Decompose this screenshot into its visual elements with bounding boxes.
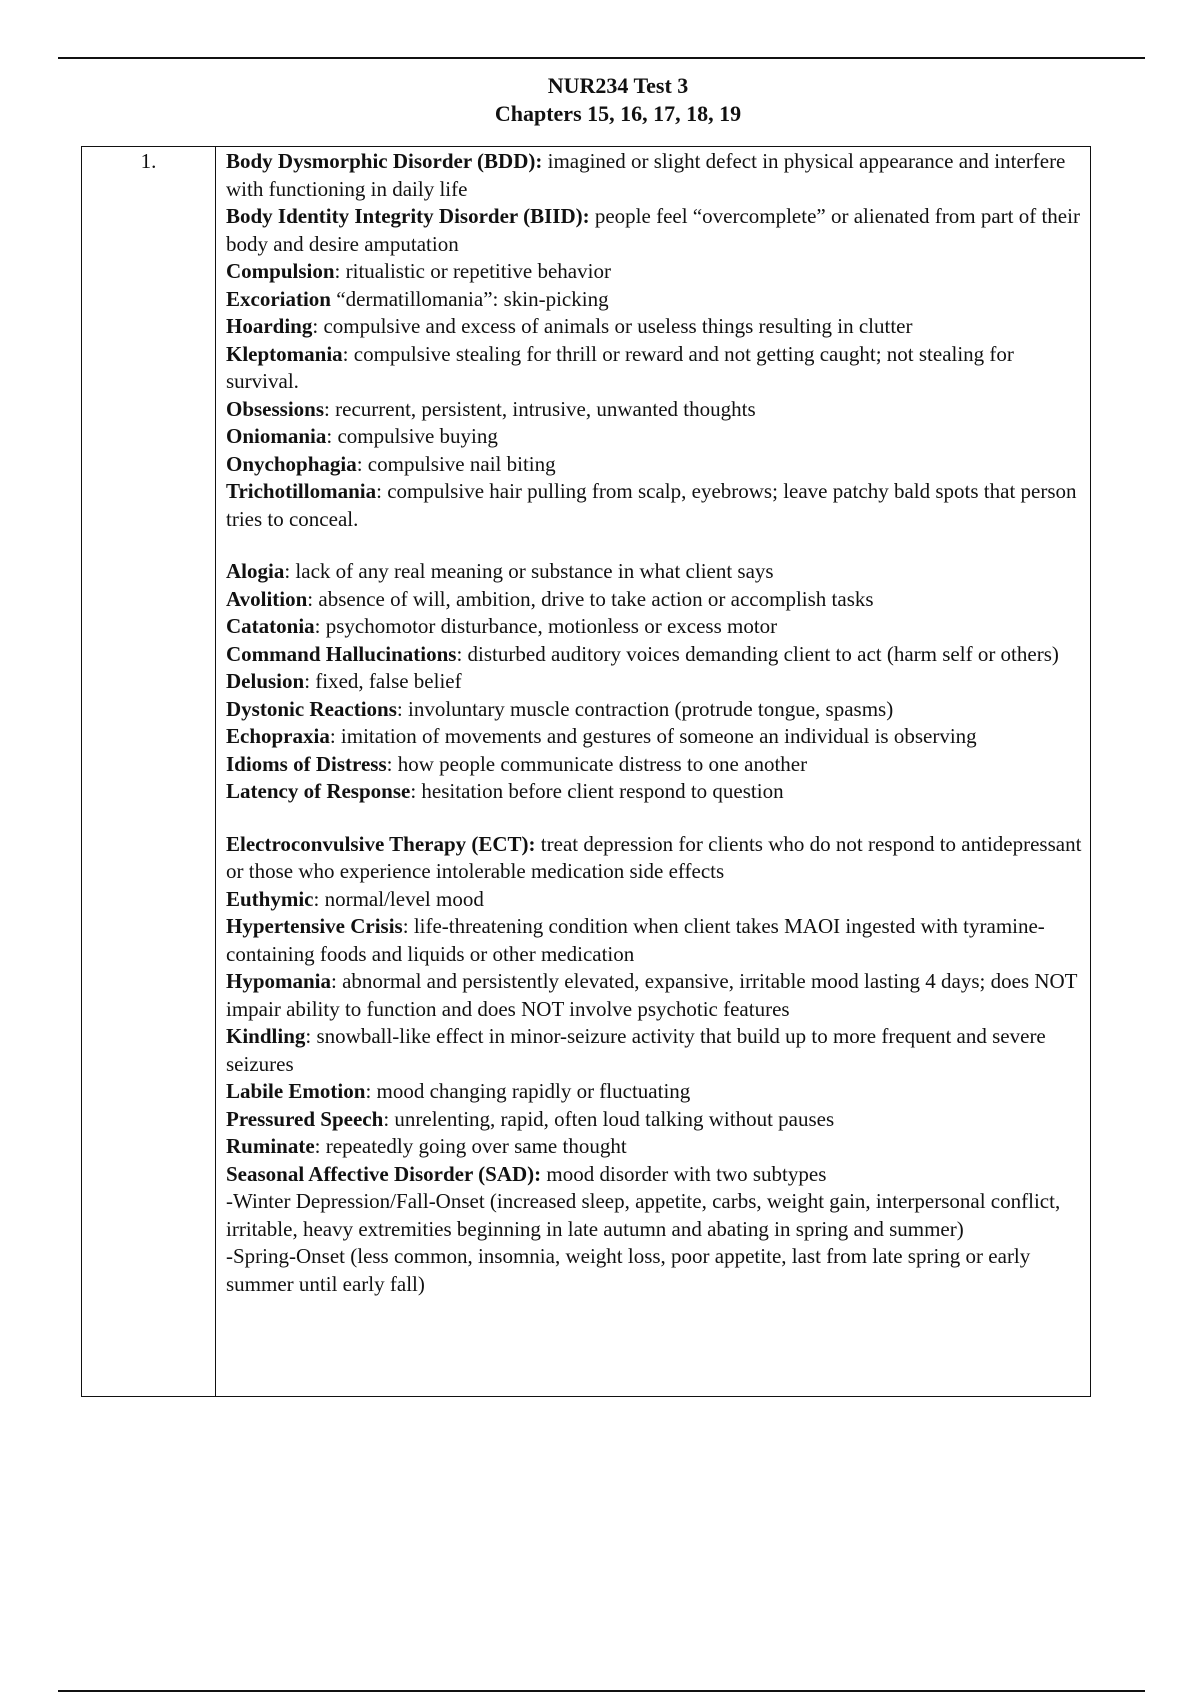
- definition-text: : abnormal and persistently elevated, expansive, irritable mood lasting 4 days; does NOT impair ability to function and does NOT involve psychotic features: [226, 969, 1078, 1021]
- definition-entry: [226, 558, 1082, 586]
- definition-entry: [226, 341, 1082, 396]
- definition-entry: [226, 886, 1082, 914]
- definition-entry: [226, 613, 1082, 641]
- definition-term: Electroconvulsive Therapy (ECT):: [226, 831, 536, 856]
- definition-term: Obsessions: [226, 396, 325, 421]
- definition-group: [226, 558, 1082, 806]
- definition-text: : hesitation before client respond to question: [410, 779, 784, 803]
- definition-text: : absence of will, ambition, drive to take action or accomplish tasks: [307, 586, 874, 611]
- definition-term: Command Hallucinations: [226, 641, 457, 666]
- definition-text: : psychomotor disturbance, motionless or excess motor: [314, 614, 778, 638]
- definition-term: Kleptomania: [226, 341, 343, 366]
- definition-entry: [226, 1106, 1082, 1134]
- definitions-table: [81, 146, 1091, 1397]
- definition-entry: [226, 286, 1082, 314]
- definition-entry: [226, 913, 1082, 968]
- definition-term: Compulsion: [226, 259, 335, 283]
- definition-text: : how people communicate distress to one another: [386, 751, 808, 776]
- definition-term: Excoriation: [226, 286, 331, 311]
- definition-text: : unrelenting, rapid, often loud talking without pauses: [383, 1106, 835, 1131]
- definition-term: Oniomania: [226, 424, 327, 448]
- header-rule: [58, 57, 1145, 59]
- definition-term: Pressured Speech: [226, 1106, 384, 1131]
- definition-text: : life-threatening condition when client takes MAOI ingested with tyramine-containing foods and liquids or other medication: [226, 914, 1045, 966]
- definition-term: Hypertensive Crisis: [226, 914, 403, 938]
- definition-entry: [226, 1078, 1082, 1106]
- definition-text: : involuntary muscle contraction (protrude tongue, spasms): [396, 696, 894, 721]
- definition-entry: [226, 778, 1082, 806]
- definition-entry: [226, 831, 1082, 886]
- definition-text: : ritualistic or repetitive behavior: [334, 259, 611, 283]
- definition-text: : lack of any real meaning or substance in what client says: [284, 559, 774, 583]
- definition-term: Labile Emotion: [226, 1079, 366, 1103]
- definition-term: Latency of Response: [226, 779, 411, 803]
- definition-text: treat depression for clients who do not respond to antidepressant or those who experience intolerable medication side effects: [226, 831, 1082, 883]
- definition-term: Body Dysmorphic Disorder (BDD):: [226, 149, 543, 173]
- definition-term: Catatonia: [226, 614, 315, 638]
- document-title: NUR234 Test 3: [547, 73, 689, 98]
- definition-text: : compulsive and excess of animals or useless things resulting in clutter: [312, 314, 913, 338]
- definition-term: Euthymic: [226, 886, 314, 911]
- definition-text: : disturbed auditory voices demanding client to act (harm self or others): [456, 641, 1059, 666]
- definition-entry: [226, 696, 1082, 724]
- definition-group: [226, 148, 1082, 533]
- definition-entry: [226, 203, 1082, 258]
- definition-term: Body Identity Integrity Disorder (BIID):: [226, 204, 590, 228]
- definition-term: Idioms of Distress: [226, 751, 387, 776]
- definition-group: [226, 831, 1082, 1299]
- definition-text: : compulsive buying: [326, 424, 498, 448]
- definition-entry: [226, 1023, 1082, 1078]
- definitions-cell: [216, 147, 1091, 1397]
- table-row: [82, 147, 1091, 1397]
- definition-text: -Winter Depression/Fall-Onset (increased sleep, appetite, carbs, weight gain, interpersonal conflict, irritable, heavy extremities beginning in late autumn and abating in spring and summer): [226, 1189, 1061, 1241]
- definition-text: : repeatedly going over same thought: [314, 1134, 627, 1158]
- definition-entry: [226, 723, 1082, 751]
- definition-entry: [226, 396, 1082, 424]
- definition-text: : fixed, false belief: [304, 669, 462, 693]
- definition-term: Ruminate: [226, 1134, 315, 1158]
- definition-term: Dystonic Reactions: [226, 696, 397, 721]
- definition-term: Onychophagia: [226, 451, 357, 476]
- definition-term: Kindling: [226, 1024, 306, 1048]
- definition-term: Trichotillomania: [226, 479, 377, 503]
- definition-entry: [226, 1161, 1082, 1189]
- definition-text: : compulsive hair pulling from scalp, eyebrows; leave patchy bald spots that person tries to conceal.: [226, 479, 1077, 531]
- definition-entry: [226, 451, 1082, 479]
- definition-text: -Spring-Onset (less common, insomnia, weight loss, poor appetite, last from late spring or early summer until early fall): [226, 1244, 1031, 1296]
- definition-term: Hoarding: [226, 314, 313, 338]
- definition-entry: [226, 478, 1082, 533]
- footer-rule: [58, 1690, 1145, 1692]
- group-spacer: [226, 533, 1082, 558]
- definition-entry: [226, 751, 1082, 779]
- definition-entry: [226, 1243, 1082, 1298]
- definition-entry: [226, 968, 1082, 1023]
- definition-text: : imitation of movements and gestures of someone an individual is observing: [329, 724, 977, 748]
- definition-text: imagined or slight defect in physical appearance and interfere with functioning in daily life: [226, 149, 1066, 201]
- definition-entry: [226, 258, 1082, 286]
- document-subtitle: Chapters 15, 16, 17, 18, 19: [494, 101, 742, 126]
- definition-entry: [226, 641, 1082, 669]
- definition-text: people feel “overcomplete” or alienated from part of their body and desire amputation: [226, 204, 1080, 256]
- group-spacer: [226, 806, 1082, 831]
- definition-term: Seasonal Affective Disorder (SAD):: [226, 1161, 542, 1186]
- definition-text: “dermatillomania”: skin-picking: [331, 286, 609, 311]
- definition-term: Echopraxia: [226, 724, 330, 748]
- definition-text: : normal/level mood: [313, 886, 484, 911]
- definition-text: : compulsive stealing for thrill or reward and not getting caught; not stealing for survival.: [226, 341, 1014, 393]
- definition-entry: [226, 1188, 1082, 1243]
- row-number: 1.: [140, 149, 157, 173]
- definition-term: Delusion: [226, 669, 305, 693]
- definition-text: : snowball-like effect in minor-seizure activity that build up to more frequent and severe seizures: [226, 1024, 1046, 1076]
- definition-term: Hypomania: [226, 969, 332, 993]
- definition-entry: [226, 148, 1082, 203]
- definition-entry: [226, 668, 1082, 696]
- document-header: [0, 72, 1200, 128]
- definition-text: mood disorder with two subtypes: [541, 1161, 827, 1186]
- definition-entry: [226, 1133, 1082, 1161]
- definition-text: : mood changing rapidly or fluctuating: [365, 1079, 691, 1103]
- definition-text: : recurrent, persistent, intrusive, unwanted thoughts: [324, 396, 756, 421]
- definition-term: Avolition: [226, 586, 308, 611]
- definition-term: Alogia: [226, 559, 285, 583]
- definition-text: : compulsive nail biting: [356, 451, 556, 476]
- definition-entry: [226, 586, 1082, 614]
- row-number-cell: [82, 147, 216, 1397]
- definition-entry: [226, 423, 1082, 451]
- definition-entry: [226, 313, 1082, 341]
